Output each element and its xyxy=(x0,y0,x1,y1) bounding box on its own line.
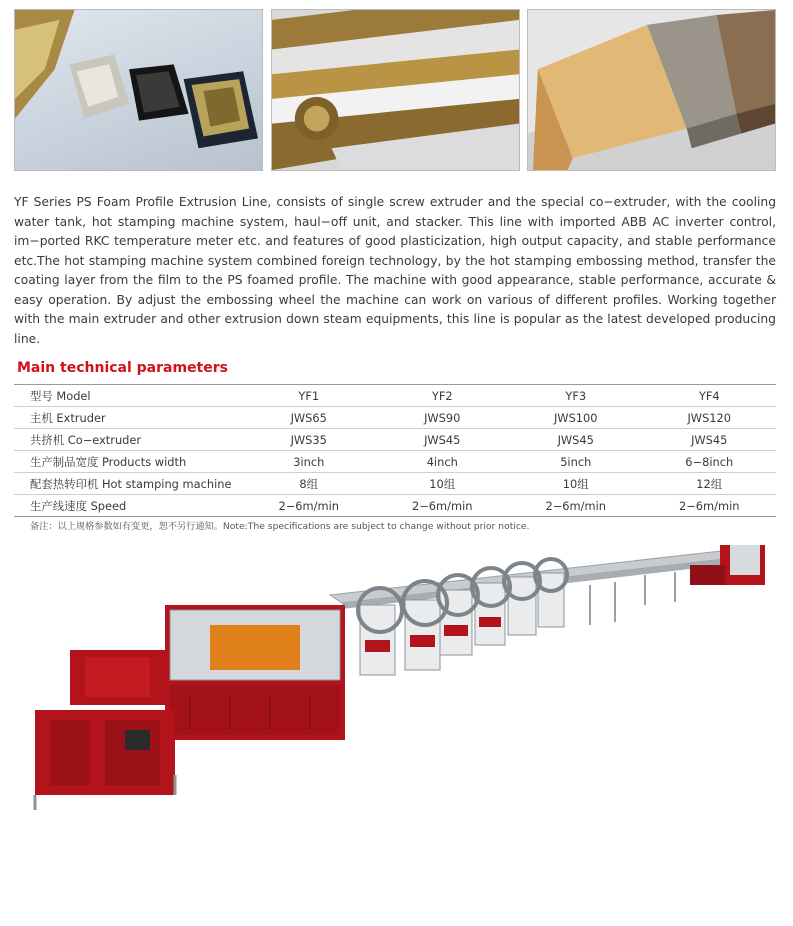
frame-moulding-photo xyxy=(14,9,263,171)
wood-boards-photo xyxy=(527,9,776,171)
table-cell: 10组 xyxy=(509,473,643,495)
table-cell: JWS100 xyxy=(509,407,643,429)
header-label: 型号 Model xyxy=(14,385,242,407)
table-row xyxy=(14,407,776,429)
header-cell: YF3 xyxy=(509,385,643,407)
table-cell: 8组 xyxy=(242,473,376,495)
table-cell: JWS120 xyxy=(643,407,777,429)
row-label: 主机 Extruder xyxy=(14,407,242,429)
product-description: YF Series PS Foam Profile Extrusion Line, consists of single screw extruder and the special co−extruder, with the cooling water tank, hot stamping machine system, haul−off unit, and stacker. This line with imported ABB AC inverter control, im−ported RKC temperature meter etc. and features of good plasticization, high output capacity, and stable performance etc.The hot stamping machine system combined foreign technology, by the hot stamping embossing method, transfer the coating layer from the film to the PS foamed profile. The machine with good appearance, stable performance, accurate & easy operation. By adjust the embossing wheel the machine can work on various of different profiles. Working together with the main extruder and other extrusion down steam equipments, this line is popular as the latest developed producing line. xyxy=(14,195,776,346)
foam-profiles-photo xyxy=(271,9,520,171)
table-cell: JWS45 xyxy=(509,429,643,451)
table-cell: JWS45 xyxy=(643,429,777,451)
table-row xyxy=(14,495,776,517)
table-cell: 2−6m/min xyxy=(509,495,643,517)
parameters-table xyxy=(14,384,776,517)
table-cell: JWS65 xyxy=(242,407,376,429)
spec-note: 备注：以上规格参数如有变更，恕不另行通知。Note:The specifications are subject to change without prior notice. xyxy=(30,521,530,532)
table-cell: JWS35 xyxy=(242,429,376,451)
table-row xyxy=(14,473,776,495)
table-cell: JWS90 xyxy=(376,407,510,429)
header-cell: YF1 xyxy=(242,385,376,407)
table-cell: 2−6m/min xyxy=(242,495,376,517)
table-row xyxy=(14,429,776,451)
table-header-row xyxy=(14,385,776,407)
table-cell: 10组 xyxy=(376,473,510,495)
table-cell: JWS45 xyxy=(376,429,510,451)
table-cell: 4inch xyxy=(376,451,510,473)
table-row xyxy=(14,451,776,473)
row-label: 生产线速度 Speed xyxy=(14,495,242,517)
table-cell: 5inch xyxy=(509,451,643,473)
table-cell: 2−6m/min xyxy=(643,495,777,517)
header-cell: YF2 xyxy=(376,385,510,407)
table-cell: 12组 xyxy=(643,473,777,495)
extrusion-line-photo xyxy=(30,545,775,820)
row-label: 生产制品宽度 Products width xyxy=(14,451,242,473)
header-cell: YF4 xyxy=(643,385,777,407)
section-title: Main technical parameters xyxy=(17,360,228,376)
row-label: 配套热转印机 Hot stamping machine xyxy=(14,473,242,495)
table-cell: 3inch xyxy=(242,451,376,473)
table-cell: 2−6m/min xyxy=(376,495,510,517)
row-label: 共挤机 Co−extruder xyxy=(14,429,242,451)
table-cell: 6−8inch xyxy=(643,451,777,473)
